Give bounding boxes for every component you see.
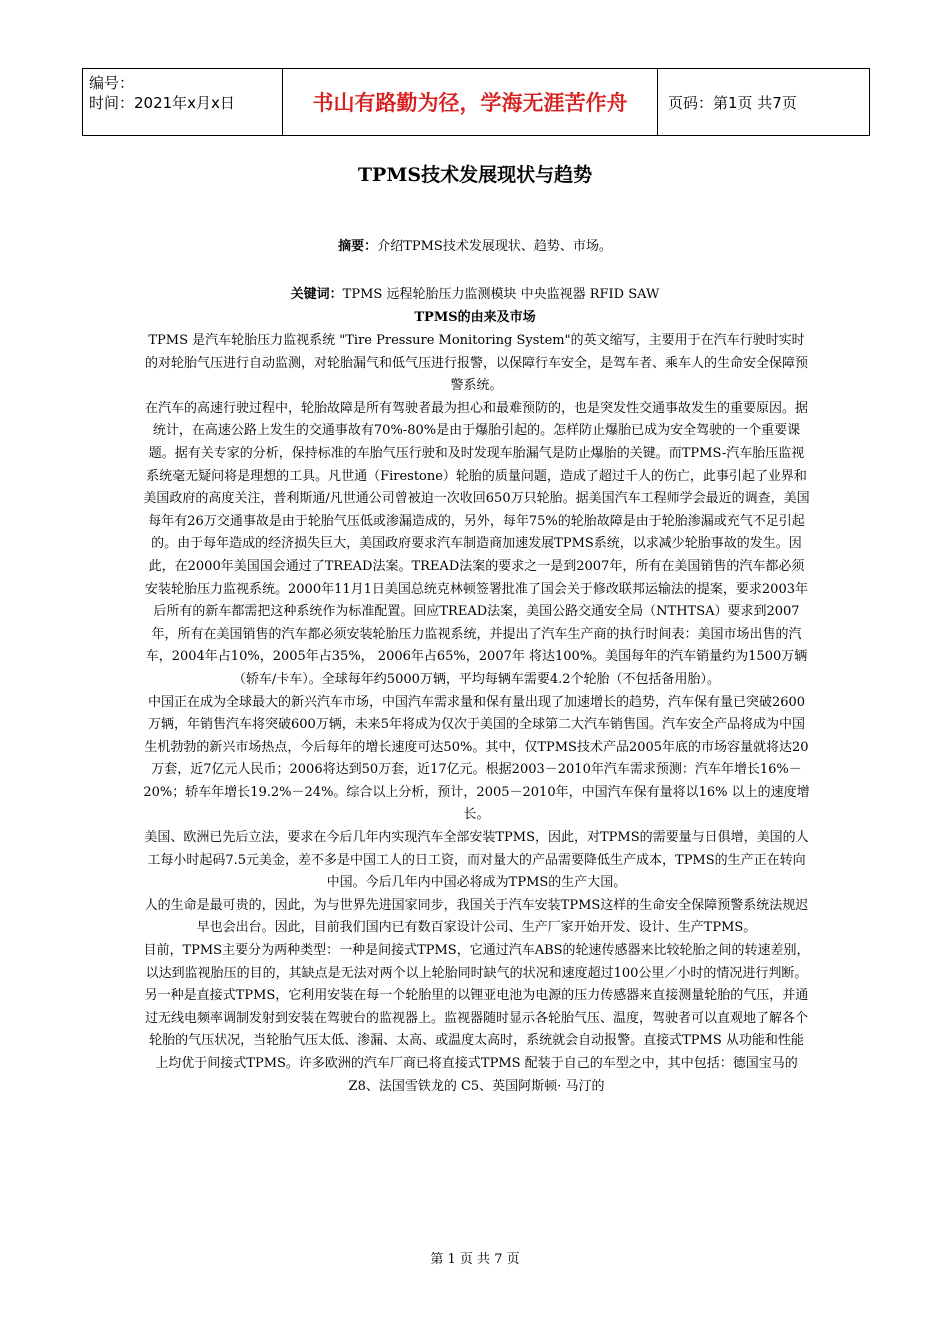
document-body (143, 330, 810, 1098)
paragraph: TPMS 是汽车轮胎压力监视系统 "Tire Pressure Monitoring System"的英文缩写，主要用于在汽车行驶时实时的对轮胎气压进行自动监测，对轮胎漏气和低气压进行报警，以保障行车安全，是驾车者、乘车人的生命安全保障预警系统。 (144, 333, 808, 394)
header-slogan: 书山有路勤为径，学海无涯苦作舟 (283, 69, 658, 135)
abstract-label: 摘要： (338, 239, 378, 254)
header-info-cell (83, 69, 283, 135)
keywords-label: 关键词： (290, 287, 343, 302)
document-number-label: 编号： (89, 74, 135, 92)
abstract (0, 235, 950, 254)
keywords (0, 283, 950, 302)
page-footer: 第 1 页 共 7 页 (430, 1252, 520, 1267)
paragraph: 在汽车的高速行驶过程中，轮胎故障是所有驾驶者最为担心和最难预防的，也是突发性交通事故发生的重要原因。据统计，在高速公路上发生的交通事故有70%-80%是由于爆胎引起的。怎样防止爆胎已成为安全驾驶的一个重要课题。据有关专家的分析，保持标准的车胎气压行驶和及时发现车胎漏气是防止爆胎的关键。而TPMS-汽车胎压监视系统毫无疑问将是理想的工具。凡世通（Firestone）轮胎的质量问题，造成了超过千人的伤亡，此事引起了业界和美国政府的高度关注，普利斯通/凡世通公司曾被迫一次收回650万只轮胎。据美国汽车工程师学会最近的调查，美国每年有26万交通事故是由于轮胎气压低或渗漏造成的，另外，每年75%的轮胎故障是由于轮胎渗漏或充气不足引起的。由于每年造成的经济损失巨大，美国政府要求汽车制造商加速发展TPMS系统，以求减少轮胎事故的发生。因此，在2000年美国国会通过了TREAD法案。TREAD法案的要求之一是到2007年，所有在美国销售的汽车都必须安装轮胎压力监视系统。2000年11月1日美国总统克林顿签署批准了国会关于修改联邦运输法的提案，要求2003年后所有的新车都需把这种系统作为标准配置。回应TREAD法案，美国公路交通安全局（NTHTSA）要求到2007年，所有在美国销售的汽车都必须安装轮胎压力监视系统，并提出了汽车生产商的执行时间表：美国市场出售的汽车，2004年占10%，2005年占35%， 2006年占65%，2007年 将达100%。美国每年的汽车销量约为1500万辆（轿车/卡车）。全球每年约5000万辆，平均每辆车需要4.2个轮胎（不包括备用胎）。 (143, 400, 810, 687)
section-title: TPMS的由来及市场 (414, 310, 536, 325)
header-table (82, 68, 870, 136)
header-page-info: 页码：第1页 共7页 (668, 93, 797, 112)
document-title: TPMS技术发展现状与趋势 (357, 164, 593, 186)
paragraph: 美国、欧洲已先后立法，要求在今后几年内实现汽车全部安装TPMS，因此，对TPMS的需要量与日俱增，美国的人工每小时起码7.5元美金，差不多是中国工人的日工资，而对量大的产品需要降低生产成本，TPMS的生产正在转向中国。今后几年内中国必将成为TPMS的生产大国。 (144, 830, 809, 891)
paragraph: 目前，TPMS主要分为两种类型：一种是间接式TPMS，它通过汽车ABS的轮速传感器来比较轮胎之间的转速差别，以达到监视胎压的目的，其缺点是无法对两个以上轮胎同时缺气的状况和速度超过100公里／小时的情况进行判断。另一种是直接式TPMS，它利用安装在每一个轮胎里的以锂亚电池为电源的压力传感器来直接测量轮胎的气压，并通过无线电频率调制发射到安装在驾驶台的监视器上。监视器随时显示各轮胎气压、温度，驾驶者可以直观地了解各个轮胎的气压状况，当轮胎气压太低、渗漏、太高、或温度太高时，系统就会自动报警。直接式TPMS 从功能和性能上均优于间接式TPMS。许多欧洲的汽车厂商已将直接式TPMS 配装于自己的车型之中，其中包括：德国宝马的 Z8、法国雪铁龙的 C5、英国阿斯顿· 马汀的 (143, 943, 810, 1094)
abstract-text: 介绍TPMS技术发展现状、趋势、市场。 (377, 239, 612, 254)
paragraph: 中国正在成为全球最大的新兴汽车市场，中国汽车需求量和保有量出现了加速增长的趋势，汽车保有量已突破2600万辆，年销售汽车将突破600万辆，未来5年将成为仅次于美国的全球第二大汽车销售国。汽车安全产品将成为中国生机勃勃的新兴市场热点，今后每年的增长速度可达50%。其中，仅TPMS技术产品2005年底的市场容量就将达20万套，近7亿元人民币；2006将达到50万套，近17亿元。根据2003－2010年汽车需求预测：汽车年增长16%－20%；轿车年增长19.2%－24%。综合以上分析，预计，2005－2010年，中国汽车保有量将以16% 以上的速度增长。 (143, 694, 810, 823)
document-time: 时间：2021年x月x日 (89, 94, 235, 112)
keywords-text: TPMS 远程轮胎压力监测模块 中央监视器 RFID SAW (342, 287, 660, 302)
paragraph: 人的生命是最可贵的，因此，为与世界先进国家同步，我国关于汽车安装TPMS这样的生命安全保障预警系统法规迟早也会出台。因此，目前我们国内已有数百家设计公司、生产厂家开始开发、设计、生产TPMS。 (144, 897, 809, 936)
